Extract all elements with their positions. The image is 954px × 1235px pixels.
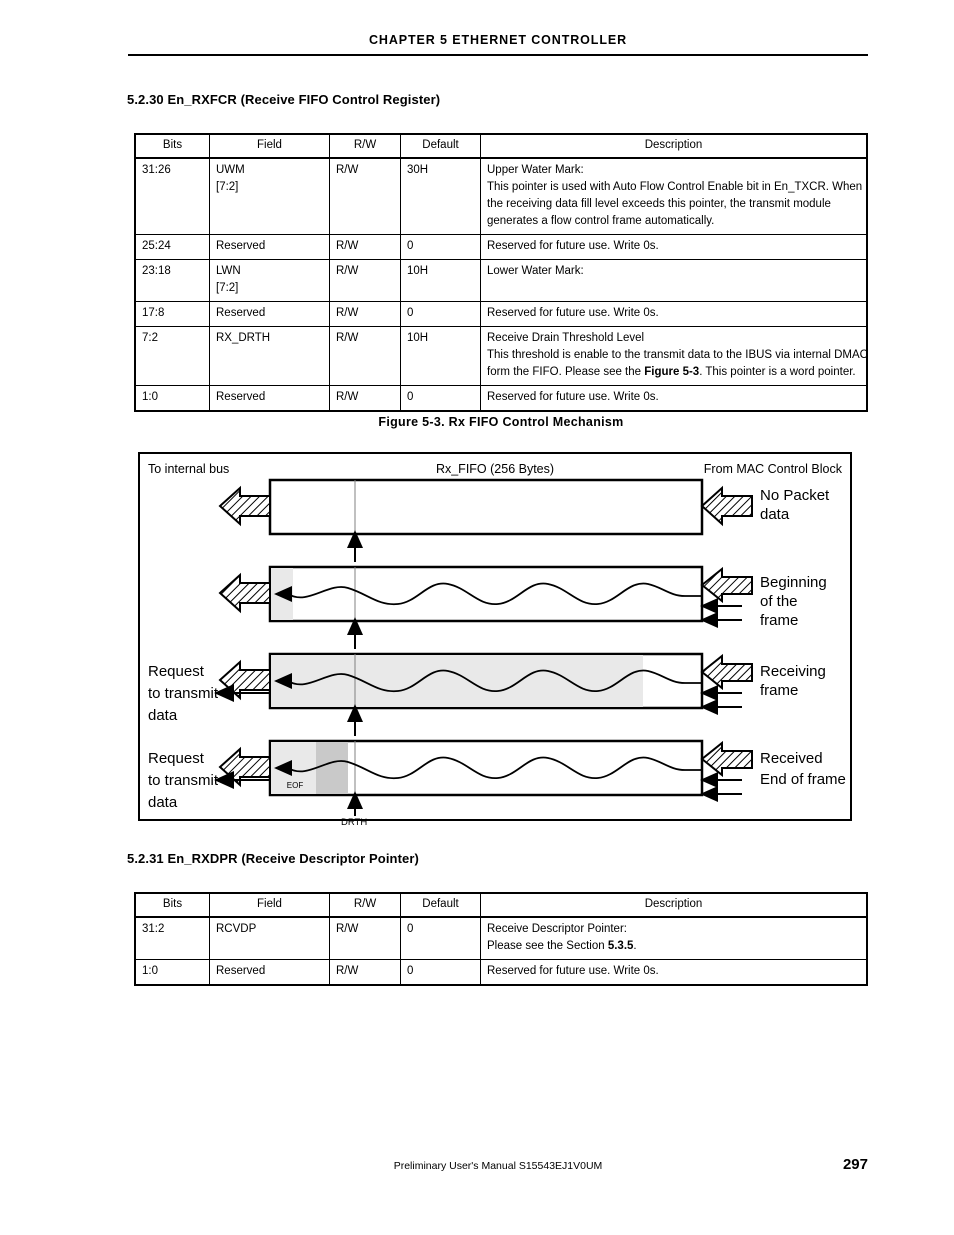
column-header-default: Default xyxy=(401,893,481,917)
figure-caption: Figure 5-3. Rx FIFO Control Mechanism xyxy=(378,415,624,429)
column-header-description: Description xyxy=(481,134,868,158)
cell-default: 0 xyxy=(401,302,481,327)
column-header-field: Field xyxy=(210,893,330,917)
table-row xyxy=(135,260,867,302)
cell-rw: R/W xyxy=(330,260,401,302)
cell-rw: R/W xyxy=(330,302,401,327)
column-header-field: Field xyxy=(210,134,330,158)
column-header-bits: Bits xyxy=(135,893,210,917)
description-line: the receiving data fill level exceeds this pointer, the transmit module xyxy=(487,198,831,210)
table-row xyxy=(135,327,867,386)
hatched-arrow-right xyxy=(702,743,752,775)
cell-bits: 25:24 xyxy=(135,235,210,260)
description-line: Upper Water Mark: xyxy=(487,164,584,176)
field-name: UWM xyxy=(216,164,245,176)
page-number: 297 xyxy=(842,1156,868,1173)
cell-description xyxy=(481,327,868,386)
table-row xyxy=(135,158,867,235)
fifo-fill-mid xyxy=(316,742,348,794)
field-name: RCVDP xyxy=(216,923,257,935)
description-line: This pointer is used with Auto Flow Control Enable bit in En_TXCR. When xyxy=(487,181,863,193)
cell-bits: 1:0 xyxy=(135,386,210,412)
frame-boundary-pointers xyxy=(700,685,742,715)
cell-field xyxy=(210,960,330,986)
drth-label-bottom: DRTH xyxy=(341,817,368,828)
row-label-received-line2: End of frame xyxy=(760,771,846,788)
eof-label: EOF xyxy=(286,781,304,790)
description-line: generates a flow control frame automatically. xyxy=(487,215,715,227)
cell-rw: R/W xyxy=(330,235,401,260)
header-rule xyxy=(128,54,868,56)
label-to-internal-bus: To internal bus xyxy=(148,462,230,476)
description-line: Reserved for future use. Write 0s. xyxy=(487,391,659,403)
cell-description xyxy=(481,302,868,327)
table-row xyxy=(135,960,867,986)
column-header-bits: Bits xyxy=(135,134,210,158)
frame-boundary-pointers xyxy=(700,598,742,628)
cell-rw: R/W xyxy=(330,386,401,412)
row-label-beginning-line2: of the xyxy=(760,593,798,610)
row-label-no-packet-line1: No Packet xyxy=(760,487,830,504)
cell-bits: 31:2 xyxy=(135,917,210,960)
cell-field xyxy=(210,302,330,327)
cell-rw: R/W xyxy=(330,917,401,960)
description-line: Lower Water Mark: xyxy=(487,265,584,277)
row-label-request-line3: data xyxy=(148,794,178,811)
table-row xyxy=(135,917,867,960)
cell-rw: R/W xyxy=(330,960,401,986)
description-line: Receive Drain Threshold Level xyxy=(487,332,645,344)
cell-default: 10H xyxy=(401,260,481,302)
description-line: Receive Descriptor Pointer: xyxy=(487,923,627,935)
page-footer xyxy=(128,1156,868,1180)
cell-description xyxy=(481,158,868,235)
row-label-request-line2: to transmit xyxy=(148,685,219,702)
table-row xyxy=(135,235,867,260)
table-header-row xyxy=(135,134,867,158)
figure-diagram xyxy=(140,454,850,819)
cell-field xyxy=(210,158,330,235)
cell-bits: 7:2 xyxy=(135,327,210,386)
cell-bits: 17:8 xyxy=(135,302,210,327)
figure-rx-fifo-control-mechanism xyxy=(138,452,852,821)
field-name: Reserved xyxy=(216,240,266,252)
register-table-rxfcr xyxy=(134,133,868,412)
cell-field xyxy=(210,235,330,260)
cell-description xyxy=(481,917,868,960)
field-name: RX_DRTH xyxy=(216,332,271,344)
description-line: Please see the Section 5.3.5. xyxy=(487,940,637,952)
row-label-received-line1: Received xyxy=(760,750,823,767)
table-body-rxdpr xyxy=(135,917,867,985)
hatched-arrow-left xyxy=(220,488,270,524)
frame-boundary-pointers xyxy=(700,772,742,802)
label-from-mac-control-block: From MAC Control Block xyxy=(703,462,842,476)
row-label-receiving-line2: frame xyxy=(760,682,799,699)
cell-field xyxy=(210,327,330,386)
fifo-fill-light xyxy=(271,655,643,707)
row-label-beginning-line1: Beginning xyxy=(760,574,827,591)
chapter-title: CHAPTER 5 ETHERNET CONTROLLER xyxy=(368,33,628,47)
cell-description xyxy=(481,386,868,412)
row-label-receiving-line1: Receiving xyxy=(760,663,826,680)
cell-default: 0 xyxy=(401,386,481,412)
fifo-row-receiving-frame xyxy=(148,654,826,754)
cell-rw: R/W xyxy=(330,158,401,235)
column-header-rw: R/W xyxy=(330,893,401,917)
cell-default: 30H xyxy=(401,158,481,235)
description-line: Reserved for future use. Write 0s. xyxy=(487,307,659,319)
table-header-row xyxy=(135,893,867,917)
row-label-request-line2: to transmit xyxy=(148,772,219,789)
column-header-description: Description xyxy=(481,893,868,917)
label-fifo-title: Rx_FIFO (256 Bytes) xyxy=(435,462,555,476)
cell-bits: 31:26 xyxy=(135,158,210,235)
register-table-rxdpr xyxy=(134,892,868,986)
column-header-default: Default xyxy=(401,134,481,158)
row-label-beginning-line3: frame xyxy=(760,612,799,629)
cell-default: 0 xyxy=(401,960,481,986)
field-name: Reserved xyxy=(216,965,266,977)
table-body-rxfcr xyxy=(135,158,867,411)
field-name: LWN xyxy=(216,265,241,277)
column-header-rw: R/W xyxy=(330,134,401,158)
cell-description xyxy=(481,235,868,260)
cell-default: 0 xyxy=(401,235,481,260)
fifo-row-no-packet xyxy=(220,480,830,580)
hatched-arrow-right xyxy=(702,569,752,601)
cell-field xyxy=(210,917,330,960)
cell-field xyxy=(210,386,330,412)
field-name: Reserved xyxy=(216,391,266,403)
fifo-row-beginning-of-frame xyxy=(220,567,827,667)
cell-bits: 23:18 xyxy=(135,260,210,302)
cell-field xyxy=(210,260,330,302)
hatched-arrow-right xyxy=(702,656,752,688)
row-label-request-line1: Request xyxy=(148,750,204,767)
field-name: Reserved xyxy=(216,307,266,319)
description-line: This threshold is enable to the transmit data to the IBUS via internal DMAC xyxy=(487,349,868,361)
hatched-arrow-left xyxy=(220,575,270,611)
description-line: form the FIFO. Please see the Figure 5-3. This pointer is a word pointer. xyxy=(487,366,856,378)
fifo-row-received-end-of-frame xyxy=(148,741,846,816)
description-line: Reserved for future use. Write 0s. xyxy=(487,965,659,977)
table-row xyxy=(135,302,867,327)
manual-identifier: Preliminary User's Manual S15543EJ1V0UM xyxy=(393,1160,603,1172)
row-label-no-packet-line2: data xyxy=(760,506,790,523)
cell-description xyxy=(481,260,868,302)
field-bit-range: [7:2] xyxy=(216,181,239,193)
description-line: Reserved for future use. Write 0s. xyxy=(487,240,659,252)
table-row xyxy=(135,386,867,412)
cell-bits: 1:0 xyxy=(135,960,210,986)
cell-rw: R/W xyxy=(330,327,401,386)
row-label-request-line1: Request xyxy=(148,663,204,680)
cell-default: 0 xyxy=(401,917,481,960)
section-heading-rxfcr: 5.2.30 En_RXFCR (Receive FIFO Control Register) xyxy=(127,92,441,107)
hatched-arrow-right xyxy=(702,488,752,524)
page-header xyxy=(128,32,868,56)
section-heading-rxdpr: 5.2.31 En_RXDPR (Receive Descriptor Pointer) xyxy=(127,851,419,866)
field-bit-range: [7:2] xyxy=(216,282,239,294)
cell-description xyxy=(481,960,868,986)
cell-default: 10H xyxy=(401,327,481,386)
row-label-request-line3: data xyxy=(148,707,178,724)
